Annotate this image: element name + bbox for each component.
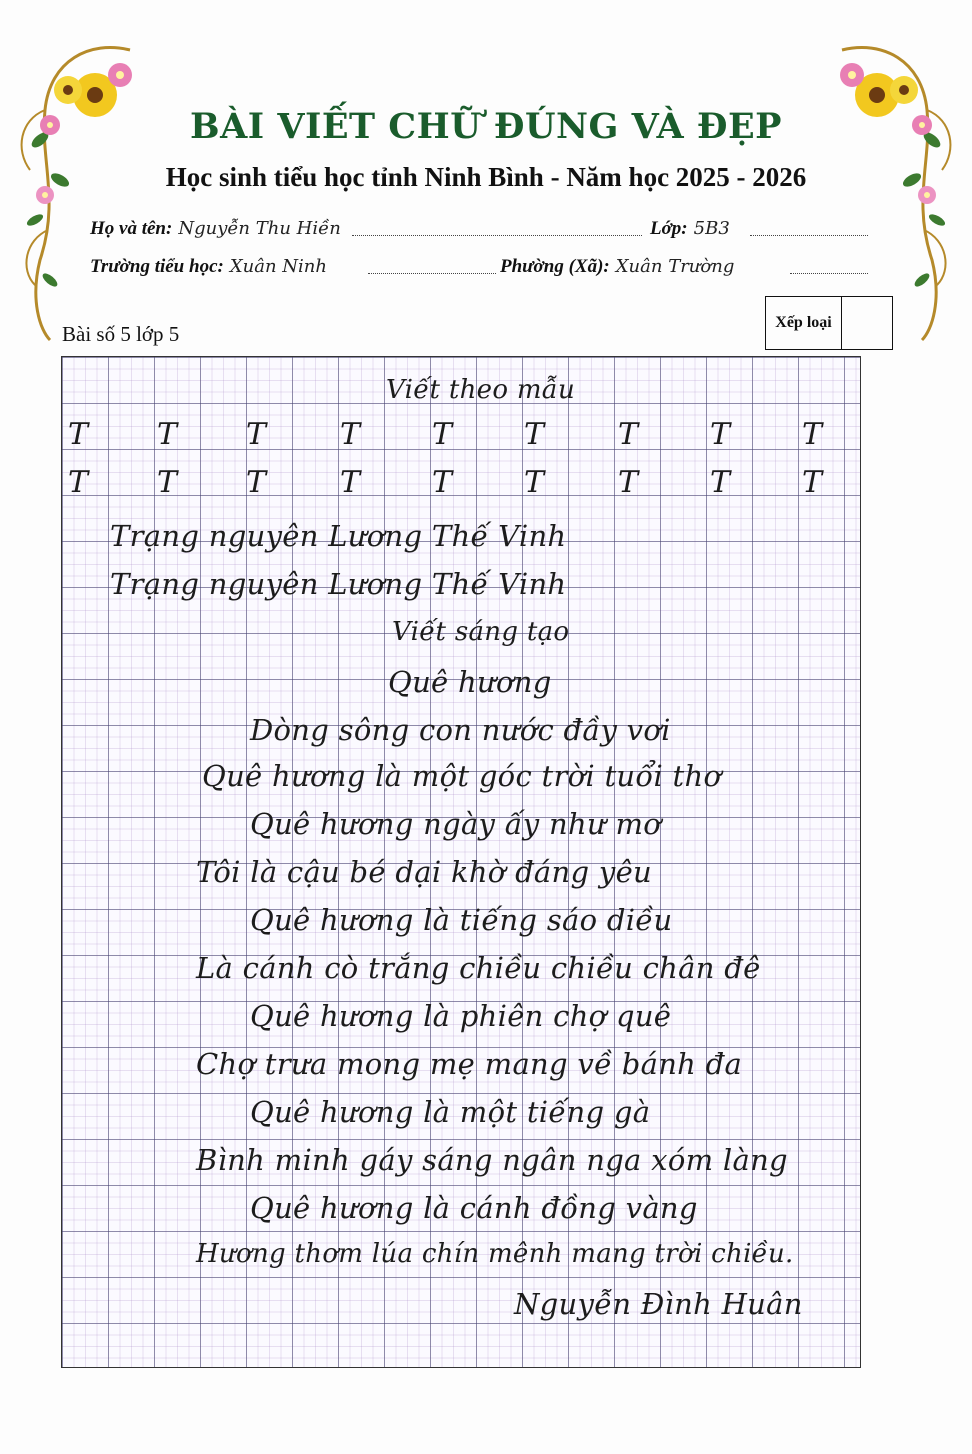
sample-letter: T xyxy=(157,465,178,500)
school-field xyxy=(90,256,327,278)
sample-letter: T xyxy=(524,465,545,500)
heading-sample-writing: Viết theo mẫu xyxy=(386,375,576,405)
sample-letter: T xyxy=(68,417,89,452)
school-label: Trường tiểu học: xyxy=(90,256,224,277)
page-subtitle: Học sinh tiểu học tỉnh Ninh Bình - Năm học 2025 - 2026 xyxy=(165,162,807,192)
name-dotted-line xyxy=(352,235,642,236)
sample-letter: T xyxy=(524,417,545,452)
sample-letter: T xyxy=(432,465,453,500)
sample-letter: T xyxy=(157,417,178,452)
ward-field xyxy=(500,256,734,278)
page-title: BÀI VIẾT CHỮ ĐÚNG VÀ ĐẸP xyxy=(190,106,782,147)
school-dotted-line xyxy=(368,273,496,274)
school-row xyxy=(90,248,870,282)
heading-creative-writing: Viết sáng tạo xyxy=(392,617,570,647)
poem-line: Chợ trưa mong mẹ mang về bánh đa xyxy=(196,1047,743,1081)
class-field xyxy=(650,218,730,240)
ward-value: Xuân Trường xyxy=(615,256,735,277)
poem-line: Quê hương là một góc trời tuổi thơ xyxy=(202,759,722,793)
name-label: Họ và tên: xyxy=(90,218,173,239)
name-value: Nguyễn Thu Hiền xyxy=(178,218,341,239)
lesson-label: Bài số 5 lớp 5 xyxy=(62,322,180,346)
poem-title: Quê hương xyxy=(388,665,552,699)
sample-letter: T xyxy=(246,465,267,500)
poem-line: Quê hương ngày ấy như mơ xyxy=(250,807,662,841)
poem-line: Quê hương là phiên chợ quê xyxy=(250,999,672,1033)
class-value: 5B3 xyxy=(693,218,730,239)
sample-letter: T xyxy=(618,465,639,500)
grade-box xyxy=(765,296,893,350)
poem-line: Quê hương là cánh đồng vàng xyxy=(250,1191,698,1225)
poem-line: Dòng sông con nước đầy vơi xyxy=(250,713,671,747)
sample-letter: T xyxy=(710,417,731,452)
poem-line: Bình minh gáy sáng ngân nga xóm làng xyxy=(196,1143,788,1177)
poem-line: Tôi là cậu bé dại khờ đáng yêu xyxy=(196,855,653,889)
class-label: Lớp: xyxy=(650,218,688,239)
class-dotted-line xyxy=(750,235,868,236)
sample-letter: T xyxy=(246,417,267,452)
grade-label: Xếp loại xyxy=(766,297,842,349)
phrase-line: Trạng nguyên Lương Thế Vinh xyxy=(110,519,567,553)
ward-label: Phường (Xã): xyxy=(500,256,610,277)
poem-line: Quê hương là một tiếng gà xyxy=(250,1095,651,1129)
sample-letter: T xyxy=(802,465,823,500)
poem-line: Hương thơm lúa chín mênh mang trời chiều. xyxy=(196,1239,794,1269)
sample-letter: T xyxy=(710,465,731,500)
sample-letter: T xyxy=(340,417,361,452)
poem-author: Nguyễn Đình Huân xyxy=(514,1287,803,1321)
name-field xyxy=(90,218,341,240)
sample-letter: T xyxy=(68,465,89,500)
writing-grid xyxy=(61,356,861,1368)
grade-value-cell xyxy=(842,297,892,349)
student-name-row xyxy=(90,210,870,244)
phrase-line: Trạng nguyên Lương Thế Vinh xyxy=(110,567,567,601)
sample-letter: T xyxy=(340,465,361,500)
sample-letter: T xyxy=(618,417,639,452)
sample-letter-row xyxy=(62,417,862,457)
sample-letter: T xyxy=(432,417,453,452)
sample-letter-row xyxy=(62,465,862,505)
poem-line: Là cánh cò trắng chiều chiều chân đê xyxy=(196,951,761,985)
school-value: Xuân Ninh xyxy=(229,256,327,277)
sample-letter: T xyxy=(802,417,823,452)
poem-line: Quê hương là tiếng sáo diều xyxy=(250,903,673,937)
ward-dotted-line xyxy=(790,273,868,274)
